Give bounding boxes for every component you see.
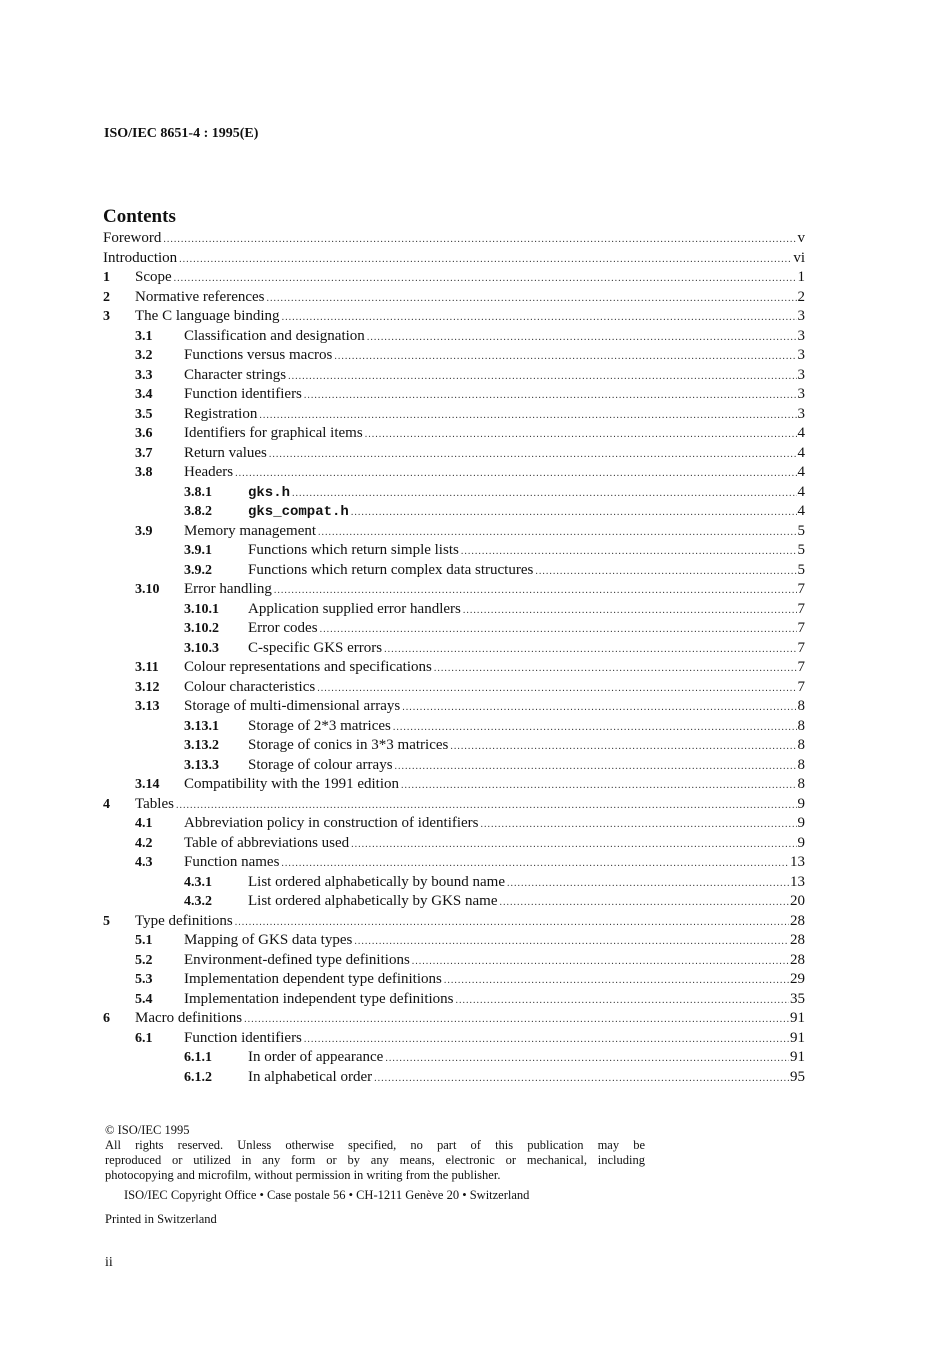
toc-entry[interactable]	[103, 814, 805, 834]
toc-entry-page: 4	[797, 425, 805, 441]
toc-entry-page: 4	[797, 444, 805, 461]
dot-leader	[259, 406, 796, 426]
toc-entry-number: 5.1	[135, 933, 153, 948]
toc-entry[interactable]	[103, 444, 805, 464]
toc-entry[interactable]	[103, 892, 805, 912]
toc-entry[interactable]	[103, 853, 805, 873]
toc-entry[interactable]	[103, 990, 805, 1010]
toc-entry-number: 3.11	[135, 660, 159, 675]
toc-entry[interactable]	[103, 327, 805, 347]
toc-entry-page: 4	[797, 483, 805, 500]
toc-entry-title: C-specific GKS errors	[248, 639, 383, 656]
toc-entry[interactable]	[103, 1068, 805, 1088]
dot-leader	[507, 874, 789, 894]
toc-entry-title: In alphabetical order	[248, 1068, 373, 1085]
toc-entry-title: Colour characteristics	[184, 678, 316, 695]
toc-entry-number: 6.1.2	[184, 1069, 212, 1085]
toc-entry-number: 6.1.1	[184, 1050, 212, 1065]
dot-leader	[500, 893, 789, 913]
toc-entry-page: 7	[797, 600, 805, 617]
toc-entry-page: 8	[797, 776, 805, 792]
dot-leader	[163, 230, 796, 250]
toc-entry[interactable]	[103, 834, 805, 854]
toc-entry-page: 3	[797, 386, 805, 402]
toc-entry-number: 3.10	[135, 582, 160, 597]
toc-entry-number: 2	[103, 289, 110, 305]
dot-leader	[235, 464, 796, 484]
dot-leader	[320, 620, 797, 640]
toc-entry[interactable]	[103, 951, 805, 971]
toc-entry-title: Macro definitions	[135, 1010, 243, 1026]
dot-leader	[317, 679, 796, 699]
toc-entry-title: Colour representations and specifications	[184, 659, 432, 675]
toc-entry-number: 4.3	[135, 855, 153, 870]
dot-leader	[174, 269, 797, 289]
document-header: ISO/IEC 8651-4 : 1995(E)	[104, 126, 259, 141]
toc-entry-title: Scope	[135, 269, 172, 285]
toc-entry-page: 28	[790, 932, 805, 948]
dot-leader	[456, 991, 789, 1011]
toc-entry-number: 4.2	[135, 835, 153, 851]
toc-entry-title: List ordered alphabetically by bound name	[248, 873, 505, 890]
toc-entry[interactable]	[103, 717, 805, 737]
dot-leader	[179, 250, 792, 270]
toc-entry-page: 28	[790, 912, 805, 929]
dot-leader	[365, 425, 797, 445]
dot-leader	[535, 562, 796, 582]
toc-entry-number: 5.2	[135, 952, 153, 968]
toc-entry-title: Error handling	[184, 581, 272, 597]
toc-entry[interactable]	[103, 619, 805, 639]
toc-entry-page: 20	[790, 893, 805, 909]
toc-entry-page: 91	[790, 1029, 805, 1046]
toc-entry-title: Storage of colour arrays	[248, 756, 393, 773]
toc-entry-title: List ordered alphabetically by GKS name	[248, 893, 498, 909]
toc-entry-title: Headers	[184, 464, 234, 480]
dot-leader	[393, 718, 797, 738]
dot-leader	[334, 347, 796, 367]
toc-entry-page: 4	[797, 464, 805, 480]
toc-entry-page: 7	[797, 620, 805, 636]
toc-entry-number: 3.8	[135, 465, 153, 480]
toc-entry-number: 3.7	[135, 445, 153, 461]
toc-entry-title: gks_compat.h	[248, 504, 349, 520]
toc-entry-title: Storage of 2*3 matrices	[248, 717, 391, 734]
toc-entry-title: Character strings	[184, 366, 287, 383]
toc-entry-page: 5	[797, 522, 805, 539]
dot-leader	[401, 776, 797, 796]
toc-entry[interactable]	[103, 268, 805, 288]
toc-entry-title: Registration	[184, 405, 258, 422]
toc-entry-title: Mapping of GKS data types	[184, 932, 353, 948]
table-of-contents	[103, 229, 805, 1087]
dot-leader	[318, 523, 796, 543]
dot-leader	[282, 308, 797, 328]
toc-entry-page: 4	[797, 503, 805, 519]
toc-entry-title: Implementation independent type definitions	[184, 990, 454, 1007]
dot-leader	[235, 913, 789, 933]
toc-entry-title: Functions which return simple lists	[248, 542, 459, 558]
printed-in-notice: Printed in Switzerland	[105, 1212, 217, 1226]
toc-entry-page: 1	[797, 269, 805, 285]
toc-entry-title: Table of abbreviations used	[184, 834, 350, 851]
dot-leader	[281, 854, 789, 874]
toc-entry-number: 3.12	[135, 679, 160, 695]
toc-entry[interactable]	[103, 561, 805, 581]
toc-entry-title: Environment-defined type definitions	[184, 951, 410, 968]
toc-entry-number: 5.3	[135, 972, 153, 987]
copyright-office-address: ISO/IEC Copyright Office • Case postale 56 • CH-1211 Genève 20 • Switzerland	[124, 1188, 530, 1202]
toc-entry[interactable]	[103, 502, 805, 522]
dot-leader	[385, 1049, 789, 1069]
toc-entry[interactable]	[103, 1029, 805, 1049]
dot-leader	[481, 815, 797, 835]
toc-entry-page: 3	[797, 347, 805, 363]
toc-entry-title: Tables	[135, 795, 174, 812]
toc-entry[interactable]	[103, 775, 805, 795]
toc-entry-number: 3.3	[135, 367, 153, 383]
dot-leader	[384, 640, 796, 660]
toc-entry-page: 8	[797, 737, 805, 753]
toc-entry-title: Application supplied error handlers	[248, 600, 461, 617]
toc-entry-page: 95	[790, 1068, 805, 1085]
toc-entry-number: 3.13.2	[184, 738, 219, 753]
toc-entry-page: vi	[793, 249, 805, 266]
dot-leader	[374, 1069, 789, 1089]
toc-entry-page: v	[797, 230, 805, 246]
toc-entry-number: 6.1	[135, 1030, 153, 1046]
toc-entry-number: 3.5	[135, 406, 153, 422]
toc-entry-page: 9	[797, 815, 805, 831]
toc-entry-title: Abbreviation policy in construction of identifiers	[184, 815, 479, 831]
toc-entry[interactable]	[103, 541, 805, 561]
toc-entry[interactable]	[103, 600, 805, 620]
toc-entry-title: Return values	[184, 444, 267, 461]
dot-leader	[434, 659, 797, 679]
toc-entry[interactable]	[103, 307, 805, 327]
toc-entry-title: Functions versus macros	[184, 347, 333, 363]
toc-entry-number: 3.8.2	[184, 504, 212, 519]
toc-entry-number: 4.3.1	[184, 874, 212, 890]
dot-leader	[269, 445, 797, 465]
toc-entry-page: 7	[797, 659, 805, 675]
toc-entry[interactable]	[103, 483, 805, 503]
dot-leader	[351, 835, 796, 855]
toc-entry[interactable]	[103, 697, 805, 717]
toc-entry[interactable]	[103, 658, 805, 678]
toc-entry-page: 8	[797, 717, 805, 734]
toc-entry-page: 7	[797, 639, 805, 656]
dot-leader	[367, 328, 797, 348]
dot-leader	[304, 386, 797, 406]
toc-entry-number: 4.3.2	[184, 894, 212, 909]
toc-entry-page: 9	[797, 834, 805, 851]
toc-entry-page: 8	[797, 756, 805, 773]
toc-entry-title: Classification and designation	[184, 327, 365, 344]
toc-entry-title: Memory management	[184, 522, 317, 539]
copyright-text-line: All rights reserved. Unless otherwise specified, no part of this publication may be	[105, 1138, 645, 1152]
toc-entry[interactable]	[103, 366, 805, 386]
toc-entry[interactable]	[103, 580, 805, 600]
toc-entry[interactable]	[103, 736, 805, 756]
toc-entry-number: 3.9.1	[184, 543, 212, 558]
toc-entry[interactable]	[103, 970, 805, 990]
toc-entry-title: Implementation dependent type definitions	[184, 971, 442, 987]
toc-entry-number: 3	[103, 309, 110, 324]
toc-entry-title: Storage of multi-dimensional arrays	[184, 698, 401, 714]
toc-entry-number: 3.2	[135, 348, 153, 363]
dot-leader	[461, 542, 797, 562]
toc-entry-number: 5	[103, 913, 110, 929]
toc-entry-title: Functions which return complex data structures	[248, 561, 534, 578]
dot-leader	[288, 367, 796, 387]
toc-entry-title: Error codes	[248, 620, 318, 636]
toc-entry-title: Compatibility with the 1991 edition	[184, 776, 399, 792]
toc-entry-page: 35	[790, 990, 805, 1007]
toc-entry-number: 1	[103, 270, 110, 285]
toc-entry-number: 3.13.3	[184, 757, 219, 773]
dot-leader	[292, 484, 796, 504]
toc-entry[interactable]	[103, 639, 805, 659]
toc-entry-page: 8	[797, 698, 805, 714]
toc-entry[interactable]	[103, 405, 805, 425]
toc-entry-number: 3.13.1	[184, 718, 219, 734]
copyright-block	[105, 1123, 645, 1183]
toc-entry-page: 2	[797, 288, 805, 305]
toc-entry-number: 4	[103, 796, 110, 812]
toc-entry[interactable]	[103, 912, 805, 932]
dot-leader	[244, 1010, 789, 1030]
toc-entry-title: The C language binding	[135, 308, 280, 324]
dot-leader	[354, 932, 789, 952]
dot-leader	[274, 581, 797, 601]
toc-entry-title: gks.h	[248, 484, 291, 501]
toc-entry-title: Storage of conics in 3*3 matrices	[248, 737, 449, 753]
dot-leader	[267, 289, 797, 309]
toc-entry-title: In order of appearance	[248, 1049, 384, 1065]
toc-entry[interactable]	[103, 346, 805, 366]
toc-entry-page: 3	[797, 327, 805, 344]
toc-entry-page: 5	[797, 561, 805, 578]
toc-entry[interactable]	[103, 795, 805, 815]
toc-entry-title: Function identifiers	[184, 386, 302, 402]
toc-entry-number: 3.13	[135, 699, 160, 714]
copyright-text-line: photocopying and microfilm, without permission in writing from the publisher.	[105, 1168, 501, 1182]
dot-leader	[304, 1030, 789, 1050]
toc-entry-page: 91	[790, 1049, 805, 1065]
toc-entry-number: 4.1	[135, 816, 153, 831]
toc-entry[interactable]	[103, 678, 805, 698]
dot-leader	[463, 601, 797, 621]
toc-entry-title: Identifiers for graphical items	[184, 425, 363, 441]
toc-entry-page: 29	[790, 971, 805, 987]
toc-entry[interactable]	[103, 385, 805, 405]
toc-entry-title: Function names	[184, 854, 280, 870]
toc-entry[interactable]	[103, 756, 805, 776]
toc-entry-page: 91	[790, 1010, 805, 1026]
toc-entry-title: Introduction	[103, 249, 178, 266]
toc-entry-number: 3.10.3	[184, 640, 219, 656]
toc-entry-page: 28	[790, 951, 805, 968]
toc-entry[interactable]	[103, 931, 805, 951]
toc-entry-title: Normative references	[135, 288, 265, 305]
toc-entry[interactable]	[103, 1009, 805, 1029]
toc-entry[interactable]	[103, 424, 805, 444]
copyright-notice: © ISO/IEC 1995	[105, 1123, 190, 1137]
toc-entry-page: 7	[797, 581, 805, 597]
contents-heading: Contents	[103, 206, 176, 227]
toc-entry-title: Function identifiers	[184, 1029, 302, 1046]
dot-leader	[444, 971, 789, 991]
toc-entry-page: 7	[797, 678, 805, 695]
toc-entry-page: 13	[790, 873, 805, 890]
toc-entry-number: 3.10.2	[184, 621, 219, 636]
toc-entry-number: 3.6	[135, 426, 153, 441]
dot-leader	[395, 757, 797, 777]
toc-entry[interactable]	[103, 249, 805, 269]
toc-entry[interactable]	[103, 873, 805, 893]
page-number: ii	[105, 1255, 113, 1270]
toc-entry-number: 3.4	[135, 387, 153, 402]
toc-entry-title: Foreword	[103, 230, 162, 246]
toc-entry-number: 3.9.2	[184, 562, 212, 578]
copyright-text-line: reproduced or utilized in any form or by any means, electronic or mechanical, including	[105, 1153, 645, 1167]
dot-leader	[402, 698, 796, 718]
dot-leader	[412, 952, 789, 972]
toc-entry-number: 5.4	[135, 991, 153, 1007]
toc-entry-number: 3.1	[135, 328, 153, 344]
toc-entry-title: Type definitions	[135, 912, 233, 929]
toc-entry-page: 5	[797, 542, 805, 558]
toc-entry[interactable]	[103, 288, 805, 308]
toc-entry[interactable]	[103, 463, 805, 483]
toc-entry-number: 3.10.1	[184, 601, 219, 617]
toc-entry-number: 6	[103, 1011, 110, 1026]
toc-entry-page: 3	[797, 366, 805, 383]
toc-entry[interactable]	[103, 1048, 805, 1068]
toc-entry-number: 3.8.1	[184, 484, 212, 500]
toc-entry-page: 3	[797, 308, 805, 324]
toc-entry-page: 13	[790, 854, 805, 870]
toc-entry[interactable]	[103, 522, 805, 542]
toc-entry-page: 9	[797, 795, 805, 812]
dot-leader	[176, 796, 797, 816]
toc-entry-number: 3.14	[135, 777, 160, 792]
dot-leader	[450, 737, 796, 757]
toc-entry-page: 3	[797, 405, 805, 422]
toc-entry[interactable]	[103, 229, 805, 249]
toc-entry-number: 3.9	[135, 523, 153, 539]
dot-leader	[351, 503, 797, 523]
